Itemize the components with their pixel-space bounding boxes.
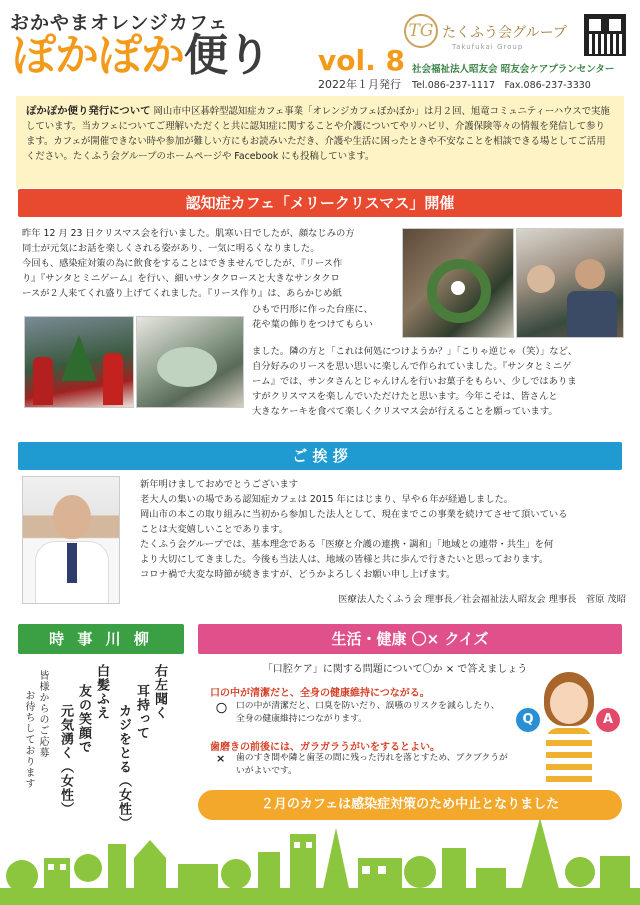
eiffel-tower-shape (520, 818, 560, 893)
text-line: より大切にしてきました。今後も当法人は、地域の皆様と共に歩んで行きたいと思っております。 (140, 554, 549, 565)
tree-shape (6, 860, 38, 892)
text-line: り』『サンタとミニゲーム』を行い、細いサンタクロースと大きなサンタクロ (22, 273, 340, 284)
building-shape (44, 858, 70, 893)
poem1-line1: 右左聞く (152, 664, 167, 720)
intro-box (16, 96, 624, 188)
window-shape (306, 842, 312, 848)
activity-photo (136, 316, 244, 408)
building-shape (358, 858, 402, 894)
quiz-question-1: 口の中が清潔だと、全身の健康維持につながる。 (210, 688, 430, 699)
quiz-answer-1: 口の中が清潔だと、口臭を防いだり、誤嚥のリスクを減らしたり、全身の健康維持につながります。 (236, 701, 500, 724)
person-body (567, 291, 617, 338)
window-shape (48, 864, 54, 870)
answer-cross-mark: × (216, 752, 226, 765)
window-shape (60, 864, 66, 870)
greeting-text (140, 477, 626, 582)
poem1-line2: 耳持って (134, 684, 149, 740)
group-logo-icon: TG (404, 14, 438, 48)
christmas-text-bottom (252, 344, 622, 419)
organization-name: 社会福祉法人昭友会 昭友会ケアプランセンター (412, 64, 615, 75)
window-shape (378, 866, 386, 874)
santa-figure (103, 353, 123, 405)
text-line: コロナ禍で大変な時節が続きますが、どうかよろしくお願い申し上げます。 (140, 569, 456, 580)
person-shape (575, 259, 605, 289)
title-suffix: 便り (184, 30, 270, 81)
window-shape (294, 842, 300, 848)
tree-shape (221, 859, 251, 889)
volume-number: vol. 8 (318, 44, 405, 77)
text-line: ひもで円形に作った台座に、 (252, 304, 373, 315)
christmas-text-mid (252, 302, 402, 332)
senryu-banner: 時 事 川 柳 (18, 624, 184, 654)
building-shape (108, 844, 126, 892)
santa-figure (33, 357, 53, 405)
quiz-banner: 生活・健康 〇× クイズ (198, 624, 622, 654)
building-shape (600, 856, 630, 894)
tree-shape (565, 857, 595, 887)
text-line: 同士が元気にお話を楽しくされる姿があり、一気に明るくなりました。 (22, 243, 320, 254)
tie-shape (67, 543, 77, 583)
intro-body: 岡山市中区碁幹型認知症カフェ事業「オレンジカフェぽかぽか」は月２回、旭竜コミュニティーハウスで実施しています。当カフェについてご理解いただくと共に認知症に関することや介護についてやリハビリ、介護保険等々の情報を発信して参ります。カフェが開催できない時や参加が難しい方にもお読みいただき、介護や生活に困ったときや不安なことを相談できる場としてご活用ください。たくふう会グループのホームページや Facebook にも投稿しています。 (26, 106, 610, 162)
newsletter-title (12, 30, 270, 81)
qr-code-icon[interactable] (584, 14, 626, 56)
poem2-line1: 白髪ふえ (94, 664, 109, 720)
flower-decoration (451, 281, 465, 295)
tree-shape (74, 854, 102, 882)
q-badge-icon: Q (516, 708, 540, 732)
a-badge-icon: A (596, 708, 620, 732)
greeting-signature: 医療法人たくふう会 理事長／社会福祉法人昭友会 理事長 菅原 茂昭 (338, 594, 626, 605)
text-line: 岡山市の本この取り組みに当初から参加した法人として、現在までこの事業を続けてさせて頂いている (140, 509, 568, 520)
text-line: 自分好みのリースを思い思いに楽しんで作られていました。『サンタとミニゲ (252, 361, 572, 372)
quiz-prompt: 「口腔ケア」に関する問題について〇か × で答えましょう (262, 664, 528, 675)
text-line: 新年明けましておめでとうございます (140, 479, 299, 490)
text-line: ーム』では、サンタさんとじゃんけんを行いお菓子をもらい、少しではありま (252, 376, 577, 387)
cancellation-notice: ２月のカフェは感染症対策のため中止となりました (198, 790, 622, 820)
text-line: たくふう会グループでは、基本理念である「医療と介護の連携・調和」「地域との連帯・共生」を何 (140, 539, 554, 550)
face-shape (550, 682, 588, 724)
building-shape (442, 848, 466, 894)
poem1-line3: カジをとる（女性） (116, 704, 131, 830)
christmas-banner: 認知症カフェ「メリークリスマス」開催 (18, 189, 622, 217)
answer-circle-mark: 〇 (216, 702, 227, 715)
group-name-en: Takufukai Group (452, 43, 524, 51)
wreath-photo (402, 228, 514, 338)
text-line: ました。隣の方と「これは何処につけようか？」「こりゃ逆じゃ（笑）」など、 (252, 346, 578, 357)
tower-shape (290, 834, 316, 894)
text-line: 老大人の集いの場である認知症カフェは 2015 年にはじまり、早や６年が経過しました。 (140, 494, 514, 505)
christmas-text-top (22, 226, 400, 301)
text-line: 花や葉の飾りをつけてもらい (252, 319, 373, 330)
text-line: 今回も、感染症対策の為に飲食をすることはできませんでしたが、『リース作 (22, 258, 343, 269)
issue-date: 2022年１月発行 (318, 78, 401, 91)
church-shape (134, 840, 166, 893)
kicker-title: おかやまオレンジカフェ (10, 12, 229, 34)
text-line: ースが２人来てくれ盛り上げてくれました。『リース作り』は、あらかじめ紙 (22, 288, 342, 299)
quiz-character-illustration (516, 664, 622, 784)
senryu-note2: お待ちしております (23, 690, 34, 789)
senryu-note1: 皆様からのご応募 (37, 670, 48, 758)
title-main: ぽかぽか (12, 30, 184, 81)
face-shape (53, 495, 91, 539)
chairman-portrait (22, 476, 120, 604)
building-shape (178, 864, 218, 894)
building-shape (258, 852, 280, 894)
text-line: 大きなケーキを食べて楽しくクリスマス会が行えることを願っています。 (252, 406, 558, 417)
text-line: 昨年 12 月 23 日クリスマス会を行いました。肌寒い日でしたが、顔なじみの方 (22, 228, 355, 239)
poem2-line3: 元気湧く（女性） (58, 704, 73, 816)
poem2-line2: 友の笑顔で (76, 684, 91, 754)
text-line: ことは大変嬉しいことであります。 (140, 524, 289, 535)
participants-photo (516, 228, 624, 338)
town-skyline-illustration (0, 818, 640, 905)
quiz-answer-2: 歯のすき間や隣と歯茎の間に残った汚れを落とすため、ブクブクうがいがよいです。 (236, 753, 508, 776)
window-shape (362, 866, 370, 874)
intro-heading: ぽかぽか便り発行について (26, 105, 151, 117)
quiz-question-2: 歯磨きの前後には、ガラガラうがいをするとよい。 (210, 742, 440, 753)
building-shape (476, 868, 506, 894)
santa-photo (24, 316, 134, 408)
person-shape (527, 265, 555, 293)
spire-shape (322, 828, 350, 893)
tree-shape (404, 856, 436, 888)
greeting-banner: ご 挨 拶 (18, 442, 622, 470)
body-shape (546, 728, 592, 784)
christmas-tree-icon (61, 335, 97, 381)
contact-phone: Tel.086-237-1117 Fax.086-237-3330 (412, 80, 591, 91)
text-line: すがクリスマスを楽しんでいただけたと思います。今年こそは、皆さんと (252, 391, 558, 402)
hands-shape (157, 347, 217, 387)
group-name: たくふう会グループ (442, 25, 567, 41)
